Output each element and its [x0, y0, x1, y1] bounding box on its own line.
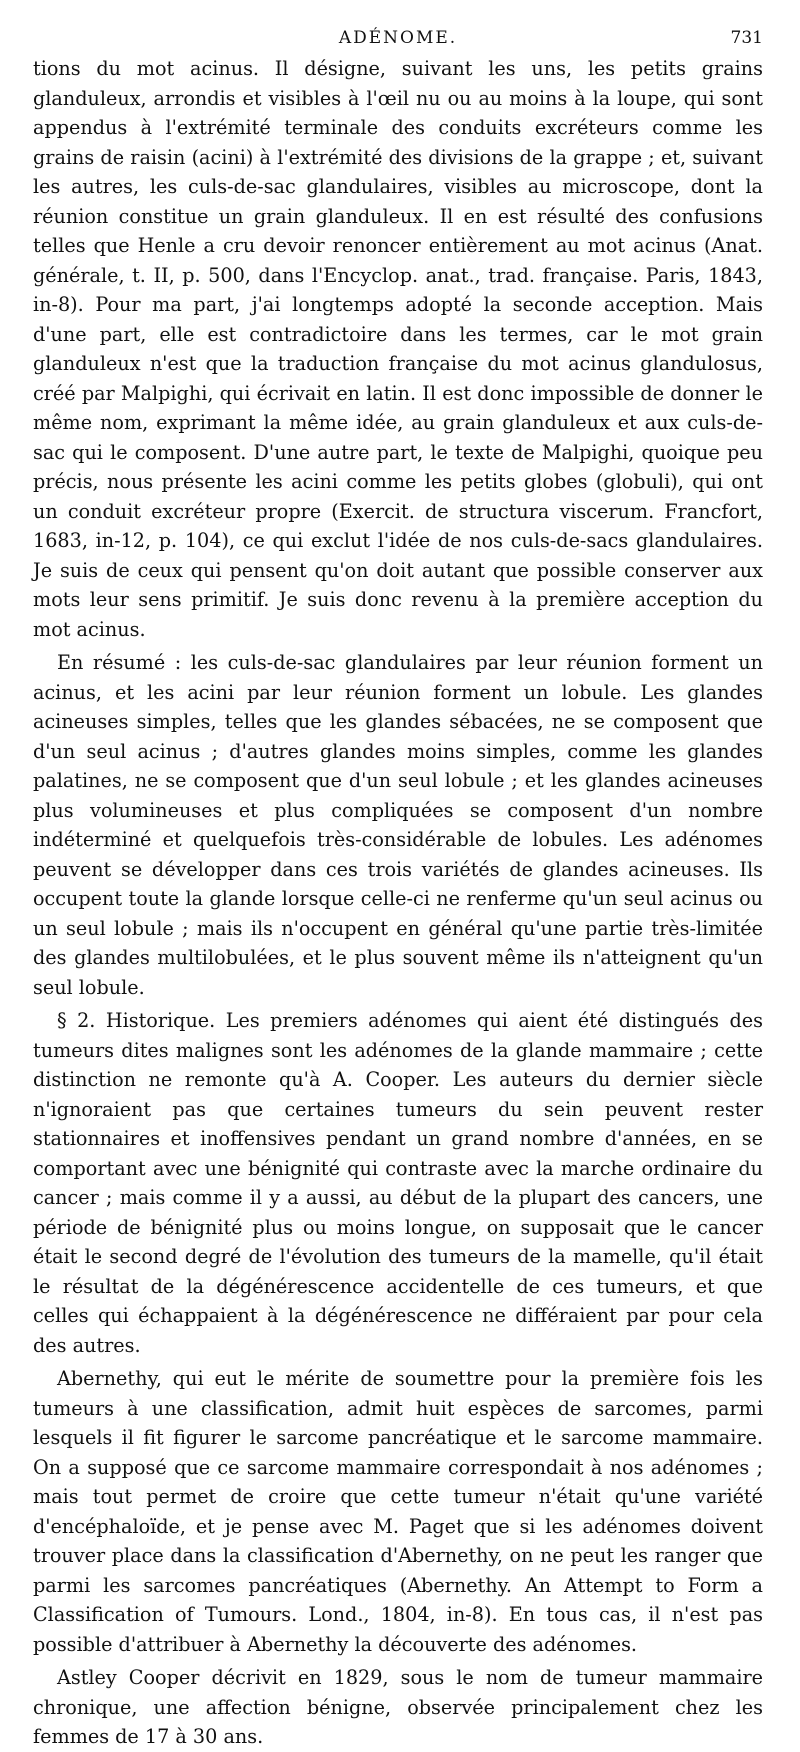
body-text: [33, 54, 763, 1752]
paragraph-en-resume: En résumé : les culs-de-sac glandulaires par leur réunion forment un acinus, et les acini par leur réunion forment un lobule. Les glandes acineuses simples, telles que les glandes sébacées, ne se composent que d'un seul acinus ; d'autres glandes moins simples, comme les glandes palatines, ne se composent que d'un seul lobule ; et les glandes acineuses plus volumineuses et plus compliquées se composent d'un nombre indéterminé et quelquefois très-considérable de lobules. Les adénomes peuvent se développer dans ces trois variétés de glandes acineuses. Ils occupent toute la glande lorsque celle-ci ne renferme qu'un seul acinus ou un seul lobule ; mais ils n'occupent en général qu'une partie très-limitée des glandes multilobulées, et le plus souvent même ils n'atteignent qu'un seul lobule.: [33, 651, 763, 999]
running-title: ADÉNOME.: [338, 28, 458, 48]
page-number: 731: [730, 28, 763, 48]
paragraph-abernethy: Abernethy, qui eut le mérite de soumettre pour la première fois les tumeurs à une classification, admit huit espèces de sarcomes, parmi lesquels il fit figurer le sarcome pancréatique et le sarcome mammaire. On a supposé que ce sarcome mammaire correspondait à nos adénomes ; mais tout permet de croire que cette tumeur n'était qu'une variété d'encéphaloïde, et je pense avec M. Paget que si les adénomes doivent trouver place dans la classification d'Abernethy, on ne peut les ranger que parmi les sarcomes pancréatiques (Abernethy. An Attempt to Form a Classification of Tumours. Lond., 1804, in-8). En tous cas, il n'est pas possible d'attribuer à Abernethy la découverte des adénomes.: [33, 1367, 763, 1656]
paragraph-astley-cooper: Astley Cooper décrivit en 1829, sous le nom de tumeur mammaire chronique, une affection bénigne, observée principalement chez les femmes de 17 à 30 ans.: [33, 1666, 763, 1748]
paragraph-historique: § 2. Historique. Les premiers adénomes qui aient été distingués des tumeurs dites malignes sont les adénomes de la glande mammaire ; cette distinction ne remonte qu'à A. Cooper. Les auteurs du dernier siècle n'ignoraient pas que certaines tumeurs du sein peuvent rester stationnaires et inoffensives pendant un grand nombre d'années, en se comportant avec une bénignité qui contraste avec la marche ordinaire du cancer ; mais comme il y a aussi, au début de la plupart des cancers, une période de bénignité plus ou moins longue, on supposait que le cancer était le second degré de l'évolution des tumeurs de la mamelle, qu'il était le résultat de la dégénérescence accidentelle de ces tumeurs, et que celles qui échappaient à la dégénérescence ne différaient par pour cela des autres.: [33, 1009, 763, 1357]
running-head: [33, 24, 763, 54]
book-page: [33, 24, 763, 1748]
paragraph-acinus-definition: tions du mot acinus. Il désigne, suivant les uns, les petits grains glanduleux, arrondis et visibles à l'œil nu ou au moins à la loupe, qui sont appendus à l'extrémité terminale des conduits excréteurs comme les grains de raisin (acini) à l'extrémité des divisions de la grappe ; et, suivant les autres, les culs-de-sac glandulaires, visibles au microscope, dont la réunion constitue un grain glanduleux. Il en est résulté des confusions telles que Henle a cru devoir renoncer entièrement au mot acinus (Anat. générale, t. II, p. 500, dans l'Encyclop. anat., trad. française. Paris, 1843, in-8). Pour ma part, j'ai longtemps adopté la seconde acception. Mais d'une part, elle est contradictoire dans les termes, car le mot grain glanduleux n'est que la traduction française du mot acinus glandulosus, créé par Malpighi, qui écrivait en latin. Il est donc impossible de donner le même nom, exprimant la même idée, au grain glanduleux et aux culs-de-sac qui le composent. D'une autre part, le texte de Malpighi, quoique peu précis, nous présente les acini comme les petits globes (globuli), qui ont un conduit excréteur propre (Exercit. de structura viscerum. Francfort, 1683, in-12, p. 104), ce qui exclut l'idée de nos culs-de-sacs glandulaires. Je suis de ceux qui pensent qu'on doit autant que possible conserver aux mots leur sens primitif. Je suis donc revenu à la première acception du mot acinus.: [33, 57, 763, 641]
